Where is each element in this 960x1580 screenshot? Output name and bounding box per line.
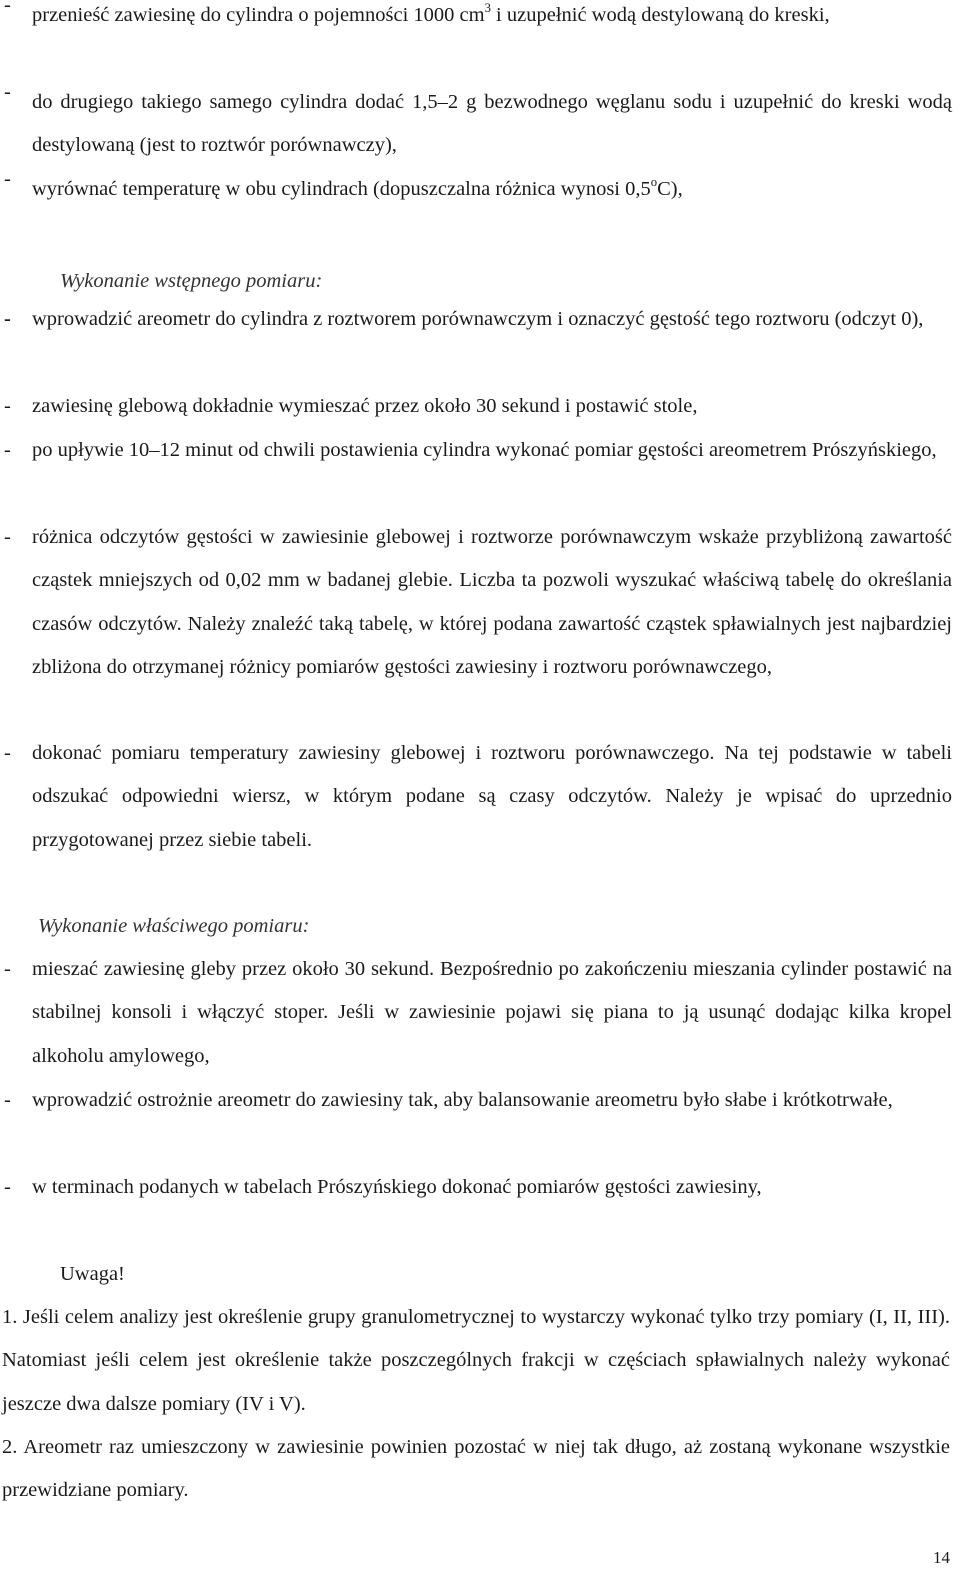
list-item [0, 516, 952, 690]
list-dash: - [4, 81, 11, 103]
note-item: 2. Areometr raz umieszczony w zawiesinie powinien pozostać w niej tak długo, aż zostaną wykonane wszystkie przewidziane pomiary. [2, 1436, 950, 1502]
text-segment: przenieść zawiesinę do cylindra o pojemności 1000 cm [32, 4, 485, 26]
list-item [0, 1166, 952, 1209]
list-dash: - [4, 1176, 11, 1198]
list-item [0, 298, 952, 341]
list-dash: - [4, 526, 11, 548]
list-item-text [32, 168, 952, 211]
list-item [0, 1079, 952, 1122]
list-dash: - [4, 439, 11, 461]
list-item-text: wprowadzić ostrożnie areometr do zawiesiny tak, aby balansowanie areometru było słabe i krótkotrwałe, [32, 1089, 893, 1111]
section-heading: Wykonanie wstępnego pomiaru: [60, 270, 323, 292]
list-dash: - [4, 1089, 11, 1111]
list-item [0, 81, 952, 168]
list-item-text: różnica odczytów gęstości w zawiesinie glebowej i roztworze porównawczym wskaże przybliżoną zawartość cząstek mniejszych od 0,02 mm w badanej glebie. Liczba ta pozwoli wyszukać właściwą tabelę do określania czasów odczytów. Należy znaleźć taką tabelę, w której podana zawartość cząstek spławialnych jest najbardziej zbliżona do otrzymanej różnicy pomiarów gęstości zawiesiny i roztworu porównawczego, [32, 526, 952, 679]
list-item [0, 168, 952, 211]
list-item-text: zawiesinę glebową dokładnie wymieszać przez około 30 sekund i postawić stole, [32, 395, 698, 417]
list-item [0, 732, 952, 862]
superscript: 3 [484, 0, 491, 15]
list-item-text: mieszać zawiesinę gleby przez około 30 sekund. Bezpośrednio po zakończeniu mieszania cylinder postawić na stabilnej konsoli i włączyć stoper. Jeśli w zawiesinie pojawi się piana to ją usunąć dodając kilka kropel alkoholu amylowego, [32, 958, 952, 1067]
section-heading: Wykonanie właściwego pomiaru: [38, 915, 310, 937]
list-item-text: wprowadzić areometr do cylindra z roztworem porównawczym i oznaczyć gęstość tego roztworu (odczyt 0), [32, 308, 924, 330]
list-item [0, 0, 952, 37]
list-dash: - [4, 958, 11, 980]
superscript: o [650, 174, 658, 189]
note-heading: Uwaga! [60, 1263, 125, 1285]
list-dash: - [4, 168, 11, 190]
list-dash: - [4, 395, 11, 417]
list-item-text [32, 0, 952, 37]
list-item-text: w terminach podanych w tabelach Prószyńskiego dokonać pomiarów gęstości zawiesiny, [32, 1176, 762, 1198]
text-segment: i uzupełnić wodą destylowaną do kreski, [490, 4, 830, 26]
list-item [0, 948, 952, 1078]
list-item-text: po upływie 10–12 minut od chwili postawienia cylindra wykonać pomiar gęstości areometrem Prószyńskiego, [32, 439, 937, 461]
list-dash: - [4, 0, 11, 16]
note-item: 1. Jeśli celem analizy jest określenie grupy granulometrycznej to wystarczy wykonać tylko trzy pomiary (I, II, III). Natomiast jeśli celem jest określenie także poszczególnych frakcji w częściach spławialnych należy wykonać jeszcze dwa dalsze pomiary (IV i V). [2, 1306, 950, 1415]
page-number: 14 [933, 1548, 950, 1567]
list-item [0, 385, 952, 428]
list-item-text: do drugiego takiego samego cylindra dodać 1,5–2 g bezwodnego węglanu sodu i uzupełnić do kreski wodą destylowaną (jest to roztwór porównawczy), [32, 91, 952, 157]
text-segment: C), [657, 178, 683, 200]
list-dash: - [4, 308, 11, 330]
list-item-text: dokonać pomiaru temperatury zawiesiny glebowej i roztworu porównawczego. Na tej podstawie w tabeli odszukać odpowiedni wiersz, w którym podane są czasy odczytów. Należy je wpisać do uprzednio przygotowanej przez siebie tabeli. [32, 742, 952, 851]
list-dash: - [4, 742, 11, 764]
text-segment: wyrównać temperaturę w obu cylindrach (dopuszczalna różnica wynosi 0,5 [32, 178, 651, 200]
list-item [0, 429, 952, 472]
